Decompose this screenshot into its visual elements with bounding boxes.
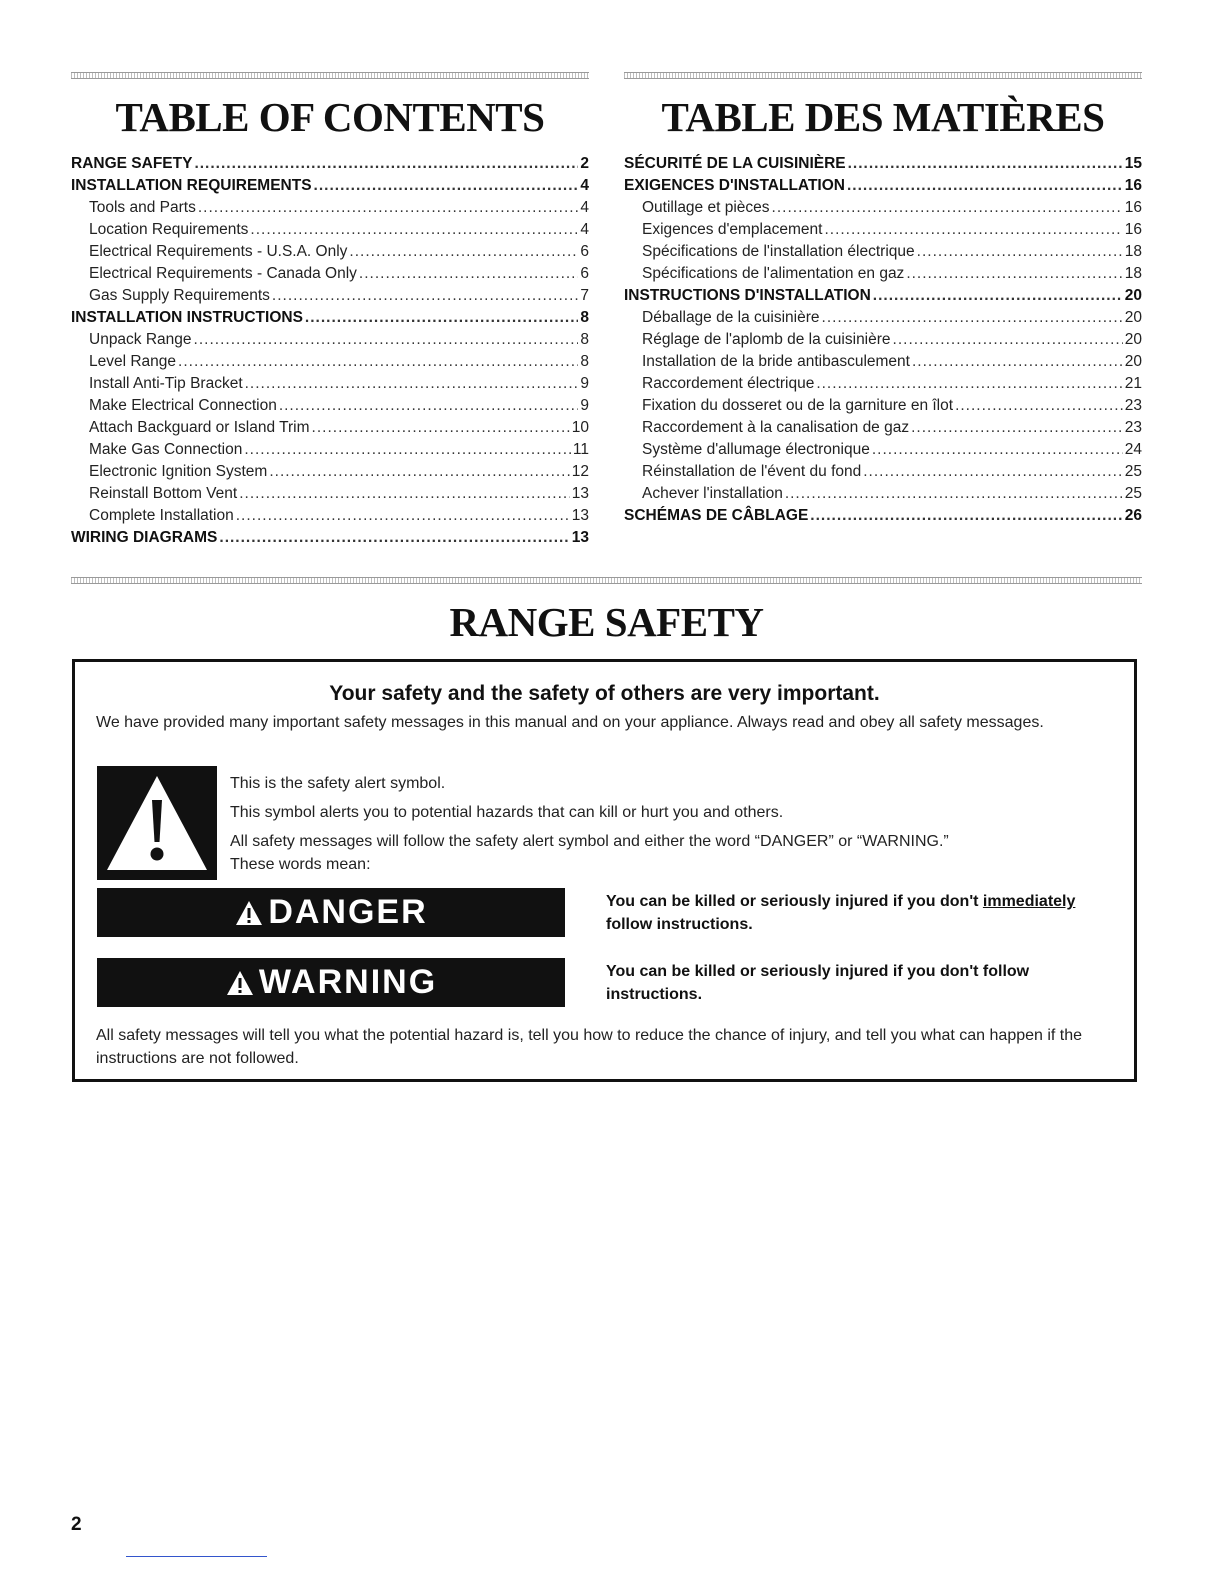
toc-entry-label: Gas Supply Requirements — [89, 287, 270, 304]
toc-entry[interactable] — [624, 175, 1142, 197]
toc-leader-dots — [917, 241, 1123, 263]
toc-leader-dots — [178, 351, 578, 373]
toc-entry-page: 18 — [1124, 243, 1142, 260]
toc-entry[interactable] — [71, 175, 589, 197]
safety-heading: Your safety and the safety of others are very important. — [329, 682, 880, 705]
toc-list — [71, 153, 589, 549]
toc-entry-label: Installation de la bride antibasculement — [642, 353, 910, 370]
toc-entry-label: RANGE SAFETY — [71, 155, 193, 172]
toc-leader-dots — [863, 461, 1123, 483]
footer-rule — [126, 1556, 267, 1557]
toc-leader-dots — [219, 527, 569, 549]
toc-entry-page: 4 — [580, 221, 589, 238]
section-divider — [71, 577, 1142, 584]
toc-entry-label: INSTALLATION INSTRUCTIONS — [71, 309, 303, 326]
toc-entry-page: 20 — [1124, 331, 1142, 348]
toc-english — [71, 72, 589, 549]
toc-entry-page: 18 — [1124, 265, 1142, 282]
toc-entry-label: Attach Backguard or Island Trim — [89, 419, 310, 436]
toc-leader-dots — [893, 329, 1123, 351]
warning-label: WARNING — [258, 963, 438, 1001]
toc-leader-dots — [279, 395, 579, 417]
danger-label: DANGER — [268, 893, 428, 931]
toc-entry-label: Electrical Requirements - U.S.A. Only — [89, 243, 348, 260]
toc-french — [624, 72, 1142, 527]
toc-leader-dots — [912, 351, 1123, 373]
toc-entry-label: SÉCURITÉ DE LA CUISINIÈRE — [624, 155, 846, 172]
toc-entry-page: 20 — [1124, 353, 1142, 370]
toc-entry-label: Réinstallation de l'évent du fond — [642, 463, 862, 480]
toc-entry[interactable] — [71, 527, 589, 549]
toc-entry[interactable] — [71, 461, 589, 483]
toc-entry-page: 10 — [571, 419, 589, 436]
toc-entry[interactable] — [71, 241, 589, 263]
toc-entry-page: 9 — [580, 375, 589, 392]
toc-entry-page: 8 — [580, 353, 589, 370]
toc-leader-dots — [810, 505, 1122, 527]
toc-entry-page: 25 — [1124, 463, 1142, 480]
toc-entry-page: 20 — [1124, 309, 1142, 326]
toc-entry-page: 23 — [1124, 397, 1142, 414]
warning-triangle-icon — [97, 766, 217, 880]
toc-entry-label: Tools and Parts — [89, 199, 196, 216]
toc-entry-label: Make Gas Connection — [89, 441, 243, 458]
toc-leader-dots — [239, 483, 570, 505]
toc-entry[interactable] — [71, 307, 589, 329]
toc-leader-dots — [314, 175, 579, 197]
toc-entry[interactable] — [71, 505, 589, 527]
toc-entry-label: Réglage de l'aplomb de la cuisinière — [642, 331, 891, 348]
toc-leader-dots — [872, 439, 1123, 461]
toc-entry-page: 12 — [571, 463, 589, 480]
toc-title: TABLE DES MATIÈRES — [661, 94, 1105, 140]
toc-entry-page: 11 — [572, 441, 589, 458]
toc-entry[interactable] — [71, 219, 589, 241]
toc-entry-label: Install Anti-Tip Bracket — [89, 375, 243, 392]
toc-entry-label: Complete Installation — [89, 507, 234, 524]
toc-entry-label: Spécifications de l'installation électrique — [642, 243, 915, 260]
toc-entry-page: 21 — [1124, 375, 1142, 392]
toc-entry-label: Achever l'installation — [642, 485, 783, 502]
toc-entry-label: Unpack Range — [89, 331, 192, 348]
danger-text-end: follow instructions. — [606, 916, 753, 933]
safety-box — [72, 659, 1137, 1082]
toc-leader-dots — [194, 153, 578, 175]
toc-entry[interactable] — [71, 417, 589, 439]
toc-leader-dots — [873, 285, 1123, 307]
toc-entry[interactable] — [71, 329, 589, 351]
toc-entry-page: 25 — [1124, 485, 1142, 502]
toc-entry-label: INSTALLATION REQUIREMENTS — [71, 177, 312, 194]
toc-entry[interactable] — [71, 373, 589, 395]
toc-entry[interactable] — [624, 417, 1142, 439]
toc-entry[interactable] — [624, 241, 1142, 263]
toc-leader-dots — [269, 461, 569, 483]
symbol-text-line: These words mean: — [230, 856, 371, 873]
toc-entry-label: Level Range — [89, 353, 177, 370]
warning-signal-bar — [97, 958, 565, 1007]
toc-leader-dots — [272, 285, 578, 307]
toc-entry-page: 9 — [580, 397, 589, 414]
toc-entry-page: 4 — [580, 177, 589, 194]
toc-entry-label: Déballage de la cuisinière — [642, 309, 820, 326]
toc-entry-page: 13 — [571, 529, 589, 546]
toc-entry-page: 2 — [580, 155, 589, 172]
toc-entry-label: Fixation du dosseret ou de la garniture en îlot — [642, 397, 954, 414]
toc-leader-dots — [824, 219, 1122, 241]
toc-leader-dots — [194, 329, 579, 351]
toc-entry-label: Make Electrical Connection — [89, 397, 277, 414]
toc-title: TABLE OF CONTENTS — [115, 94, 545, 140]
symbol-text-line: This symbol alerts you to potential hazards that can kill or hurt you and others. — [230, 804, 784, 821]
toc-entry-page: 16 — [1124, 199, 1142, 216]
toc-entry[interactable] — [624, 395, 1142, 417]
toc-entry-label: Exigences d'emplacement — [642, 221, 823, 238]
toc-leader-dots — [245, 373, 579, 395]
toc-entry-page: 13 — [571, 507, 589, 524]
toc-entry-label: Raccordement à la canalisation de gaz — [642, 419, 910, 436]
toc-entry[interactable] — [71, 285, 589, 307]
small-warning-triangle-icon — [225, 969, 255, 997]
toc-leader-dots — [955, 395, 1123, 417]
toc-entry-page: 20 — [1124, 287, 1142, 304]
toc-entry-page: 15 — [1124, 155, 1142, 172]
symbol-text-line: This is the safety alert symbol. — [230, 775, 446, 792]
toc-entry[interactable] — [71, 483, 589, 505]
toc-entry[interactable] — [624, 263, 1142, 285]
toc-entry-page: 24 — [1124, 441, 1142, 458]
closing-text: All safety messages will tell you what the potential hazard is, tell you how to reduce the chance of injury, and tell you what can happen if the instructions are not followed. — [96, 1027, 1083, 1067]
toc-leader-dots — [305, 307, 578, 329]
toc-leader-dots — [312, 417, 570, 439]
toc-leader-dots — [250, 219, 578, 241]
toc-entry-label: Electrical Requirements - Canada Only — [89, 265, 357, 282]
toc-entry[interactable] — [624, 197, 1142, 219]
toc-entry-label: Spécifications de l'alimentation en gaz — [642, 265, 905, 282]
toc-leader-dots — [911, 417, 1123, 439]
toc-entry[interactable] — [624, 219, 1142, 241]
toc-entry-page: 6 — [580, 265, 589, 282]
danger-description — [606, 890, 1126, 936]
toc-entry-label: WIRING DIAGRAMS — [71, 529, 218, 546]
toc-entry-page: 6 — [580, 243, 589, 260]
toc-entry[interactable] — [71, 263, 589, 285]
toc-leader-dots — [848, 153, 1123, 175]
symbol-text-line: All safety messages will follow the safety alert symbol and either the word “DANGER” or “WARNING.” — [230, 833, 949, 850]
intro-text: We have provided many important safety messages in this manual and on your appliance. Always read and obey all safety messages. — [96, 714, 1044, 731]
small-warning-triangle-icon — [234, 899, 264, 927]
toc-entry-page: 8 — [580, 331, 589, 348]
toc-entry-label: Système d'allumage électronique — [642, 441, 870, 458]
toc-entry-page: 16 — [1124, 221, 1142, 238]
toc-entry-label: Electronic Ignition System — [89, 463, 268, 480]
toc-entry[interactable] — [624, 307, 1142, 329]
toc-entry-label: Raccordement électrique — [642, 375, 815, 392]
toc-leader-dots — [906, 263, 1122, 285]
toc-entry-label: INSTRUCTIONS D'INSTALLATION — [624, 287, 871, 304]
toc-entry[interactable] — [624, 153, 1142, 175]
danger-signal-bar — [97, 888, 565, 937]
toc-leader-dots — [359, 263, 578, 285]
toc-entry-label: SCHÉMAS DE CÂBLAGE — [624, 507, 809, 524]
toc-leader-dots — [847, 175, 1123, 197]
toc-entry-page: 23 — [1124, 419, 1142, 436]
toc-entry[interactable] — [71, 153, 589, 175]
warning-description: You can be killed or seriously injured if you don't follow instructions. — [606, 963, 1030, 1003]
toc-entry[interactable] — [624, 285, 1142, 307]
toc-entry-label: EXIGENCES D'INSTALLATION — [624, 177, 845, 194]
toc-entry-page: 4 — [580, 199, 589, 216]
toc-entry[interactable] — [624, 373, 1142, 395]
toc-entry[interactable] — [624, 461, 1142, 483]
page-number: 2 — [71, 1514, 82, 1535]
toc-entry-label: Reinstall Bottom Vent — [89, 485, 238, 502]
toc-entry-label: Location Requirements — [89, 221, 249, 238]
toc-entry-label: Outillage et pièces — [642, 199, 770, 216]
toc-leader-dots — [198, 197, 579, 219]
toc-entry[interactable] — [71, 197, 589, 219]
toc-entry[interactable] — [71, 351, 589, 373]
toc-entry-page: 26 — [1124, 507, 1142, 524]
toc-entry-page: 7 — [580, 287, 589, 304]
toc-entry[interactable] — [624, 439, 1142, 461]
toc-divider — [71, 72, 589, 79]
toc-leader-dots — [772, 197, 1123, 219]
toc-entry[interactable] — [624, 329, 1142, 351]
toc-leader-dots — [236, 505, 570, 527]
danger-text: You can be killed or seriously injured if you don't — [606, 893, 983, 910]
toc-leader-dots — [816, 373, 1122, 395]
toc-leader-dots — [785, 483, 1123, 505]
danger-text-emphasis: immediately — [982, 893, 1076, 910]
toc-divider — [624, 72, 1142, 79]
toc-entry[interactable] — [71, 439, 589, 461]
toc-entry[interactable] — [71, 395, 589, 417]
toc-entry-page: 16 — [1124, 177, 1142, 194]
toc-leader-dots — [349, 241, 578, 263]
toc-leader-dots — [822, 307, 1123, 329]
toc-entry[interactable] — [624, 483, 1142, 505]
toc-leader-dots — [244, 439, 571, 461]
toc-entry-page: 13 — [571, 485, 589, 502]
toc-entry-page: 8 — [580, 309, 589, 326]
toc-list — [624, 153, 1142, 527]
toc-entry[interactable] — [624, 505, 1142, 527]
section-title: RANGE SAFETY — [449, 599, 764, 645]
toc-entry[interactable] — [624, 351, 1142, 373]
